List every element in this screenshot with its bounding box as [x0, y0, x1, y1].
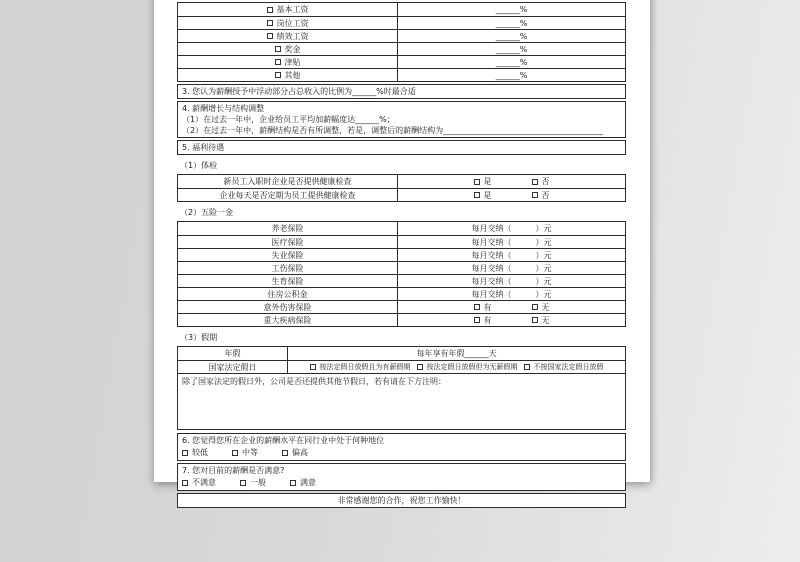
q6-option: 偏高	[292, 448, 308, 457]
table-row	[178, 29, 625, 42]
checkbox-icon[interactable]	[290, 480, 296, 486]
q7-option: 一般	[250, 478, 266, 487]
monthly-payment-blank: 每月交纳（ ）元	[471, 224, 552, 233]
thanks-text: 非常感谢您的合作，祝您工作愉快！	[337, 496, 466, 505]
insurance-label: 失业保险	[271, 250, 304, 260]
table-row	[178, 274, 625, 287]
option-have: 有	[483, 302, 492, 312]
question-4-line1: （1）在过去一年中，企业给员工平均加薪幅度达______%；	[182, 115, 395, 124]
question-4	[177, 101, 626, 138]
table-row	[178, 42, 625, 55]
statutory-option: 按法定假日放假但为无薪假期	[426, 362, 518, 371]
percent-blank: ______%	[495, 44, 528, 54]
statutory-holiday-label: 国家法定假日	[208, 362, 257, 372]
salary-component-label: 基本工资	[276, 5, 309, 14]
q6-option: 中等	[242, 448, 258, 457]
checkup-question: 新员工入职时企业是否提供健康检查	[223, 177, 352, 186]
annual-leave-blank: 每年享有年假______天	[416, 349, 497, 358]
checkbox-icon[interactable]	[267, 33, 273, 39]
insurance-sublabel: （2）五险一金	[180, 208, 234, 217]
checkbox-icon[interactable]	[474, 192, 480, 198]
holiday-sublabel: （3）假期	[180, 333, 218, 342]
salary-component-label: 岗位工资	[276, 18, 309, 28]
insurance-label: 意外伤害保险	[263, 302, 312, 312]
salary-component-label: 其他	[284, 70, 301, 80]
option-no: 否	[541, 190, 550, 200]
percent-blank: ______%	[495, 18, 528, 28]
table-row	[178, 300, 625, 313]
question-7	[177, 463, 626, 491]
checkbox-icon[interactable]	[232, 450, 238, 456]
checkbox-icon[interactable]	[275, 59, 281, 65]
monthly-payment-blank: 每月交纳（ ）元	[471, 250, 552, 260]
insurance-label: 住房公积金	[267, 289, 308, 299]
statutory-option: 不按国家法定假日放假	[533, 362, 604, 371]
q7-option: 不满意	[192, 478, 216, 487]
question-7-title: 7. 您对目前的薪酬是否满意?	[182, 466, 285, 475]
table-row	[178, 175, 625, 188]
other-holidays-notes-area[interactable]	[178, 373, 625, 429]
question-3	[177, 84, 626, 99]
insurance-label: 医疗保险	[271, 237, 304, 247]
option-no: 否	[541, 177, 550, 186]
percent-blank: ______%	[495, 31, 528, 41]
question-6-title: 6. 您觉得您所在企业的薪酬水平在同行业中处于何种地位	[182, 436, 385, 445]
checkbox-icon[interactable]	[282, 450, 288, 456]
checkbox-icon[interactable]	[532, 317, 538, 323]
monthly-payment-blank: 每月交纳（ ）元	[471, 237, 552, 247]
checkup-table	[177, 174, 626, 202]
insurance-label: 养老保险	[271, 224, 304, 233]
question-6	[177, 433, 626, 461]
percent-blank: ______%	[495, 70, 528, 80]
form-page	[154, 0, 650, 505]
table-row	[178, 347, 625, 360]
checkbox-icon[interactable]	[532, 192, 538, 198]
salary-component-label: 奖金	[284, 44, 301, 54]
option-none: 无	[541, 315, 550, 325]
checkbox-icon[interactable]	[474, 304, 480, 310]
option-have: 有	[483, 315, 492, 325]
table-row	[178, 235, 625, 248]
checkbox-icon[interactable]	[275, 72, 281, 78]
question-3-text: 3. 您认为薪酬授予中浮动部分占总收入的比例为______%时最合适	[182, 87, 416, 96]
table-row	[178, 3, 625, 16]
percent-blank: ______%	[495, 5, 528, 14]
option-yes: 是	[483, 190, 492, 200]
insurance-label: 生育保险	[271, 276, 304, 286]
checkbox-icon[interactable]	[240, 480, 246, 486]
section-5-title: 5. 福利待遇	[182, 143, 225, 152]
table-row	[178, 222, 625, 235]
salary-components-table	[177, 2, 626, 82]
checkbox-icon[interactable]	[417, 364, 423, 370]
other-holidays-prompt: 除了国家法定的假日外，公司是否还提供其他节假日，若有请在下方注明：	[182, 377, 446, 386]
percent-blank: ______%	[495, 57, 528, 67]
option-none: 无	[541, 302, 550, 312]
checkbox-icon[interactable]	[182, 450, 188, 456]
insurance-table	[177, 221, 626, 327]
q7-option: 满意	[300, 478, 316, 487]
insurance-label: 工伤保险	[271, 263, 304, 273]
q6-option: 较低	[192, 448, 208, 457]
table-row	[178, 68, 625, 81]
table-row	[178, 261, 625, 274]
checkbox-icon[interactable]	[267, 20, 273, 26]
annual-leave-label: 年假	[224, 349, 241, 358]
checkbox-icon[interactable]	[474, 317, 480, 323]
table-row	[178, 16, 625, 29]
checkbox-icon[interactable]	[532, 179, 538, 185]
checkbox-icon[interactable]	[310, 364, 316, 370]
monthly-payment-blank: 每月交纳（ ）元	[471, 263, 552, 273]
checkup-sublabel: （1）体检	[180, 161, 218, 170]
checkbox-icon[interactable]	[524, 364, 530, 370]
option-yes: 是	[483, 177, 492, 186]
holiday-table	[177, 346, 626, 430]
checkbox-icon[interactable]	[275, 46, 281, 52]
thanks-row	[177, 493, 626, 508]
insurance-label: 重大疾病保险	[263, 315, 312, 325]
checkbox-icon[interactable]	[532, 304, 538, 310]
question-4-line2: （2）在过去一年中，薪酬结构是否有所调整，若是，调整后的薪酬结构为________________________________________	[182, 126, 604, 135]
checkup-question: 企业每天是否定期为员工提供健康检查	[219, 190, 356, 200]
table-row	[178, 248, 625, 261]
table-row	[178, 55, 625, 68]
salary-component-label: 津贴	[284, 57, 301, 67]
table-row	[178, 188, 625, 201]
statutory-option: 按法定假日放假且为有薪假期	[319, 362, 411, 371]
table-row	[178, 313, 625, 326]
section-5-title-box	[177, 140, 626, 155]
checkbox-icon[interactable]	[267, 7, 273, 13]
table-row	[178, 360, 625, 373]
question-4-title: 4. 薪酬增长与结构调整	[182, 104, 265, 113]
monthly-payment-blank: 每月交纳（ ）元	[471, 276, 552, 286]
monthly-payment-blank: 每月交纳（ ）元	[471, 289, 552, 299]
checkbox-icon[interactable]	[182, 480, 188, 486]
table-row	[178, 287, 625, 300]
checkbox-icon[interactable]	[474, 179, 480, 185]
salary-component-label: 绩效工资	[276, 31, 309, 41]
